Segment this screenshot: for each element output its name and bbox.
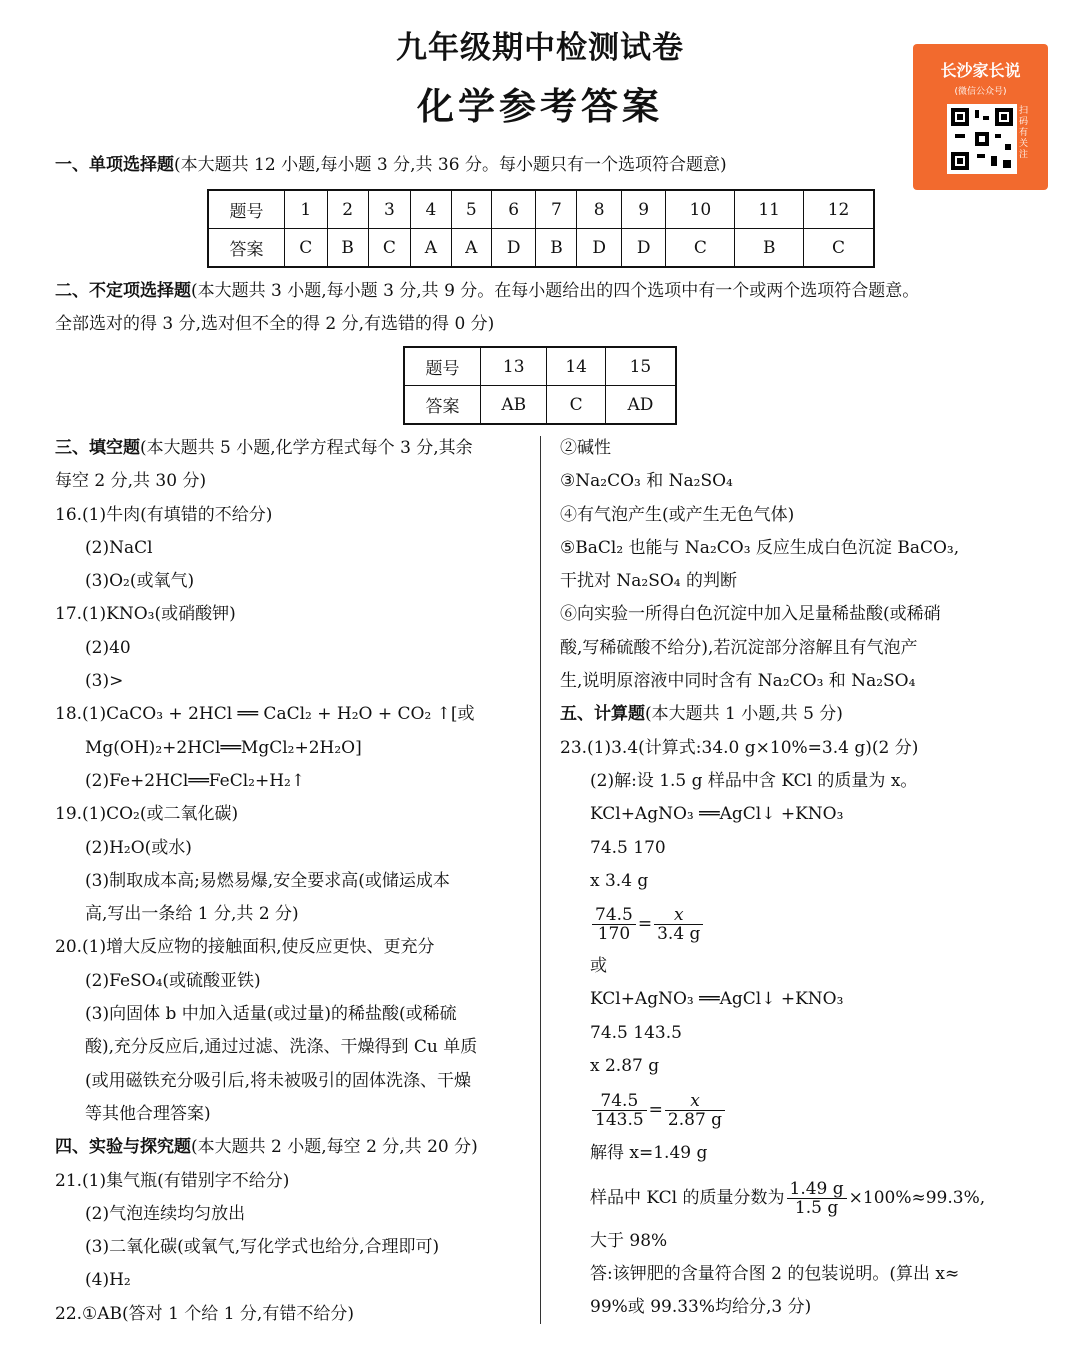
solve-line: 解得 x=1.49 g [590,1143,708,1164]
answer-line: (3)向固体 b 中加入适量(或过量)的稀盐酸(或稀硫 [85,1004,457,1025]
section-desc: (本大题共 5 小题,化学方程式每个 3 分,其余 [140,438,473,458]
page-title: 九年级期中检测试卷 [396,30,684,66]
answer-line: ⑥向实验一所得白色沉淀中加入足量稀盐酸(或稀硝 [560,604,941,625]
table-cell: D [577,229,622,268]
table-cell: C [368,229,411,268]
answer-line: (2)Fe+2HCl══FeCl₂+H₂↑ [85,770,306,791]
section-label: 四、实验与探究题 [55,1137,191,1158]
answer-line: 高,写出一条给 1 分,共 2 分) [85,904,299,925]
section-heading [560,698,1040,731]
answer-line: 20.(1)增大反应物的接触面积,使反应更快、更充分 [55,937,435,958]
table-cell: 1 [285,190,328,229]
answer-line: 或 [590,956,607,977]
table-cell: C [285,229,328,268]
answer-line: 17.(1)KNO₃(或硝酸钾) [55,604,236,625]
table-row [208,229,874,268]
answer-line: 18.(1)CaCO₃ + 2HCl ══ CaCl₂ + H₂O + CO₂ ↑[或 [55,704,475,725]
answer-line: 答:该钾肥的含量符合图 2 的包装说明。(算出 x≈ [590,1263,960,1284]
table-cell: 6 [491,190,536,229]
answer-line: ②碱性 [560,438,611,458]
answer-line: 21.(1)集气瓶(有错别字不给分) [55,1170,290,1191]
section-2-heading: 二、不定项选择题(本大题共 3 小题,每小题 3 分,共 9 分。在每小题给出的四个选项中有一个或两个选项符合题意。 [55,281,920,301]
table-cell: 7 [536,190,577,229]
table-cell: B [735,229,804,268]
table-row [404,347,676,386]
section-desc: (本大题共 1 小题,共 5 分) [645,704,843,725]
answer-line: 19.(1)CO₂(或二氧化碳) [55,804,239,825]
table-cell: B [536,229,577,268]
table-row [208,190,874,229]
answer-table-1 [207,189,875,268]
left-column [55,432,530,1331]
table-cell: 5 [451,190,491,229]
table-cell: 3 [368,190,411,229]
answer-line: 酸,写稀硫酸不给分),若沉淀部分溶解且有气泡产 [560,637,918,658]
section-label: 三、填空题 [55,438,140,458]
table-cell: 13 [481,347,547,386]
badge-subtitle: (微信公众号) [954,87,1007,97]
proportion-1: $\frac{74.5}{170}$ = $\frac{x}{3.4 g}$ [560,898,1040,950]
section-label: 五、计算题 [560,704,645,725]
row-header-cell: 答案 [404,386,481,425]
section-heading [55,1131,530,1164]
badge-title: 长沙家长说 [940,61,1021,80]
table-cell: 12 [804,190,874,229]
table-cell: 2 [327,190,368,229]
answer-line: 等其他合理答案) [85,1103,211,1124]
answer-line: ④有气泡产生(或产生无色气体) [560,504,795,525]
table-cell: 9 [621,190,666,229]
qr-code-icon [947,104,1017,174]
section-1-heading: 一、单项选择题(本大题共 12 小题,每小题 3 分,共 36 分。每小题只有一个选项符合题意) [55,155,727,175]
table-cell: 14 [547,347,605,386]
table-cell: AB [481,386,547,425]
table-cell: 15 [605,347,676,386]
table-cell: B [327,229,368,268]
answer-line: 酸),充分反应后,通过过滤、洗涤、干燥得到 Cu 单质 [85,1037,478,1058]
answer-line: 99%或 99.33%均给分,3 分) [590,1297,812,1318]
table-cell: A [411,229,451,268]
answer-line: 23.(1)3.4(计算式:34.0 g×10%=3.4 g)(2 分) [560,737,919,758]
table-cell: 10 [666,190,735,229]
answer-line: (2)FeSO₄(或硫酸亚铁) [85,970,261,991]
answer-line: (2)H₂O(或水) [85,837,192,858]
badge-side-text: 扫码有关注 [1019,106,1029,160]
answer-line: (3)> [85,671,124,692]
answer-table-2 [403,346,677,425]
answer-line: 干扰对 Na₂SO₄ 的判断 [560,571,738,592]
percentage-line: 样品中 KCl 的质量分数为 $\frac{1.49 g}{1.5 g}$ ×100%≈99.3%, [590,1178,986,1218]
answer-line: (2)40 [85,637,131,658]
answer-line: (或用磁铁充分吸引后,将未被吸引的固体洗涤、干燥 [85,1070,472,1091]
page-subtitle: 化学参考答案 [417,85,663,128]
answer-line: 74.5 170 [590,837,666,858]
table-cell: 4 [411,190,451,229]
answer-line: (3)二氧化碳(或氧气,写化学式也给分,合理即可) [85,1237,440,1258]
answer-line: Mg(OH)₂+2HCl══MgCl₂+2H₂O] [85,737,362,758]
answer-line: 生,说明原溶液中同时含有 Na₂CO₃ 和 Na₂SO₄ [560,671,916,692]
answer-line: KCl+AgNO₃ ══AgCl↓ +KNO₃ [590,804,844,825]
section-desc: (本大题共 2 小题,每空 2 分,共 20 分) [191,1137,478,1158]
table-cell: C [666,229,735,268]
table-row [404,386,676,425]
answer-line: 16.(1)牛肉(有填错的不给分) [55,504,273,525]
answer-line: 22.①AB(答对 1 个给 1 分,有错不给分) [55,1303,354,1324]
qr-badge [913,44,1048,190]
proportion-2: $\frac{74.5}{143.5}$ = $\frac{x}{2.87 g}$ [560,1083,1040,1137]
answer-line: 74.5 143.5 [590,1022,682,1043]
table-cell: AD [605,386,676,425]
table-cell: D [621,229,666,268]
row-header-cell: 题号 [208,190,285,229]
column-divider [540,436,541,1324]
right-column [560,432,1040,1325]
table-cell: A [451,229,491,268]
answer-line: KCl+AgNO₃ ══AgCl↓ +KNO₃ [590,989,844,1010]
answer-line: (2)解:设 1.5 g 样品中含 KCl 的质量为 x。 [590,770,918,791]
answer-line: 每空 2 分,共 30 分) [55,471,207,492]
table-cell: 11 [735,190,804,229]
answer-line: ③Na₂CO₃ 和 Na₂SO₄ [560,471,733,492]
section-2-note: 全部选对的得 3 分,选对但不全的得 2 分,有选错的得 0 分) [55,314,495,334]
table-cell: 8 [577,190,622,229]
answer-line: ⑤BaCl₂ 也能与 Na₂CO₃ 反应生成白色沉淀 BaCO₃, [560,537,960,558]
answer-line: (3)制取成本高;易燃易爆,安全要求高(或储运成本 [85,870,450,891]
table-cell: C [547,386,605,425]
answer-line: (2)NaCl [85,537,153,558]
answer-line: x 3.4 g [590,870,649,891]
answer-line: 大于 98% [590,1230,668,1251]
row-header-cell: 答案 [208,229,285,268]
answer-line: (3)O₂(或氧气) [85,571,195,592]
section-heading [55,432,530,465]
row-header-cell: 题号 [404,347,481,386]
answer-line: (2)气泡连续均匀放出 [85,1203,246,1224]
answer-line: (4)H₂ [85,1270,131,1291]
answer-line: x 2.87 g [590,1056,660,1077]
table-cell: D [491,229,536,268]
table-cell: C [804,229,874,268]
